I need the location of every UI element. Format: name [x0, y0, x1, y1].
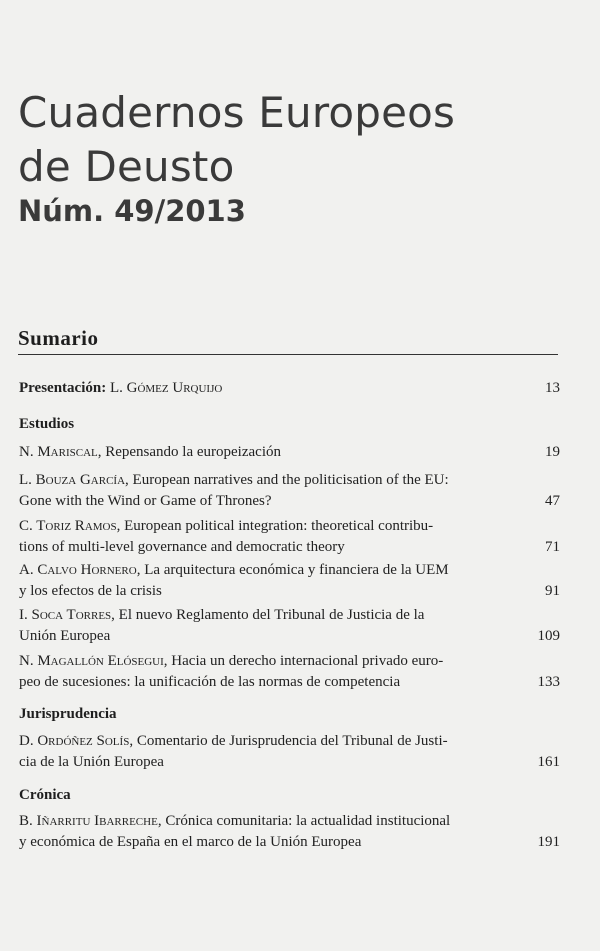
- issue-number: Núm. 49/2013: [18, 194, 246, 228]
- entry-title-line-2: cia de la Unión Europea: [19, 754, 164, 770]
- page-number: 13: [545, 380, 560, 396]
- section-heading-cronica: Crónica: [19, 787, 71, 803]
- journal-title-line-1: Cuadernos Europeos: [18, 88, 456, 138]
- page-number: 109: [537, 628, 560, 644]
- page-number: 47: [545, 493, 560, 509]
- entry-author: C. Toriz Ramos: [19, 518, 117, 534]
- section-heading-estudios: Estudios: [19, 416, 75, 432]
- heading-divider: [18, 354, 558, 355]
- toc-entry[interactable]: C. Toriz Ramos, European political integration: theoretical contribu- tions of multi-level governance and democratic theory 71: [19, 516, 562, 558]
- entry-author: N. Magallón Elósegui: [19, 653, 164, 669]
- toc-entry[interactable]: I. Soca Torres, El nuevo Reglamento del Tribunal de Justicia de la Unión Europea 109: [19, 605, 562, 647]
- toc-entry[interactable]: N. Magallón Elósegui, Hacia un derecho internacional privado euro- peo de sucesiones: la unificación de las normas de competencia 133: [19, 651, 562, 693]
- entry-title-line-1: El nuevo Reglamento del Tribunal de Justicia de la: [118, 607, 425, 623]
- toc-entry[interactable]: A. Calvo Hornero, La arquitectura económica y financiera de la UEM y los efectos de la crisis 91: [19, 560, 562, 602]
- entry-title-line-2: y los efectos de la crisis: [19, 583, 162, 599]
- journal-title-line-2: de Deusto: [18, 142, 235, 192]
- entry-title-line-2: y económica de España en el marco de la Unión Europea: [19, 834, 362, 850]
- page-number: 191: [537, 834, 560, 850]
- page-number: 91: [545, 583, 560, 599]
- entry-title-line-2: Gone with the Wind or Game of Thrones?: [19, 493, 272, 509]
- entry-author: I. Soca Torres: [19, 607, 112, 623]
- toc-entry[interactable]: B. Iñarritu Ibarreche, Crónica comunitaria: la actualidad institucional y económica de España en el marco de la Unión Europea 191: [19, 811, 562, 853]
- entry-title-line-2: Unión Europea: [19, 628, 111, 644]
- presentacion-label: Presentación:: [19, 380, 107, 396]
- entry-author: L. Bouza García: [19, 472, 126, 488]
- page-number: 133: [537, 674, 560, 690]
- entry-title-line-1: Hacia un derecho internacional privado euro-: [171, 653, 444, 669]
- presentacion-author: L. Gómez Urquijo: [109, 380, 223, 396]
- page-number: 161: [537, 754, 560, 770]
- entry-title-line-1: Crónica comunitaria: la actualidad institucional: [165, 813, 451, 829]
- entry-title-line-2: peo de sucesiones: la unificación de las normas de competencia: [19, 674, 401, 690]
- entry-author: N. Mariscal: [19, 444, 98, 460]
- sumario-heading: Sumario: [18, 326, 99, 350]
- toc-entry[interactable]: L. Bouza García, European narratives and the politicisation of the EU: Gone with the Wind or Game of Thrones? 47: [19, 470, 562, 512]
- entry-title-line-2: tions of multi-level governance and democratic theory: [19, 539, 345, 555]
- journal-title: [18, 86, 455, 194]
- section-heading-jurisprudencia: Jurisprudencia: [19, 706, 117, 722]
- entry-title-line-1: European narratives and the politicisation of the EU:: [132, 472, 449, 488]
- entry-title-line-1: European political integration: theoretical contribu-: [124, 518, 434, 534]
- entry-title-line-1: Comentario de Jurisprudencia del Tribunal de Justi-: [136, 733, 448, 749]
- entry-author: B. Iñarritu Ibarreche: [19, 813, 158, 829]
- entry-author: D. Ordóñez Solís: [19, 733, 130, 749]
- entry-title-line-1: La arquitectura económica y financiera de la UEM: [144, 562, 449, 578]
- entry-author: A. Calvo Hornero: [19, 562, 137, 578]
- entry-title-line-1: Repensando la europeización: [105, 444, 281, 460]
- toc-entry[interactable]: D. Ordóñez Solís, Comentario de Jurisprudencia del Tribunal de Justi- cia de la Unión Europea 161: [19, 731, 562, 773]
- toc-entry-presentacion[interactable]: [19, 378, 562, 399]
- page-number: 71: [545, 539, 560, 555]
- toc-entry[interactable]: N. Mariscal, Repensando la europeización 19: [19, 442, 562, 463]
- page-number: 19: [545, 444, 560, 460]
